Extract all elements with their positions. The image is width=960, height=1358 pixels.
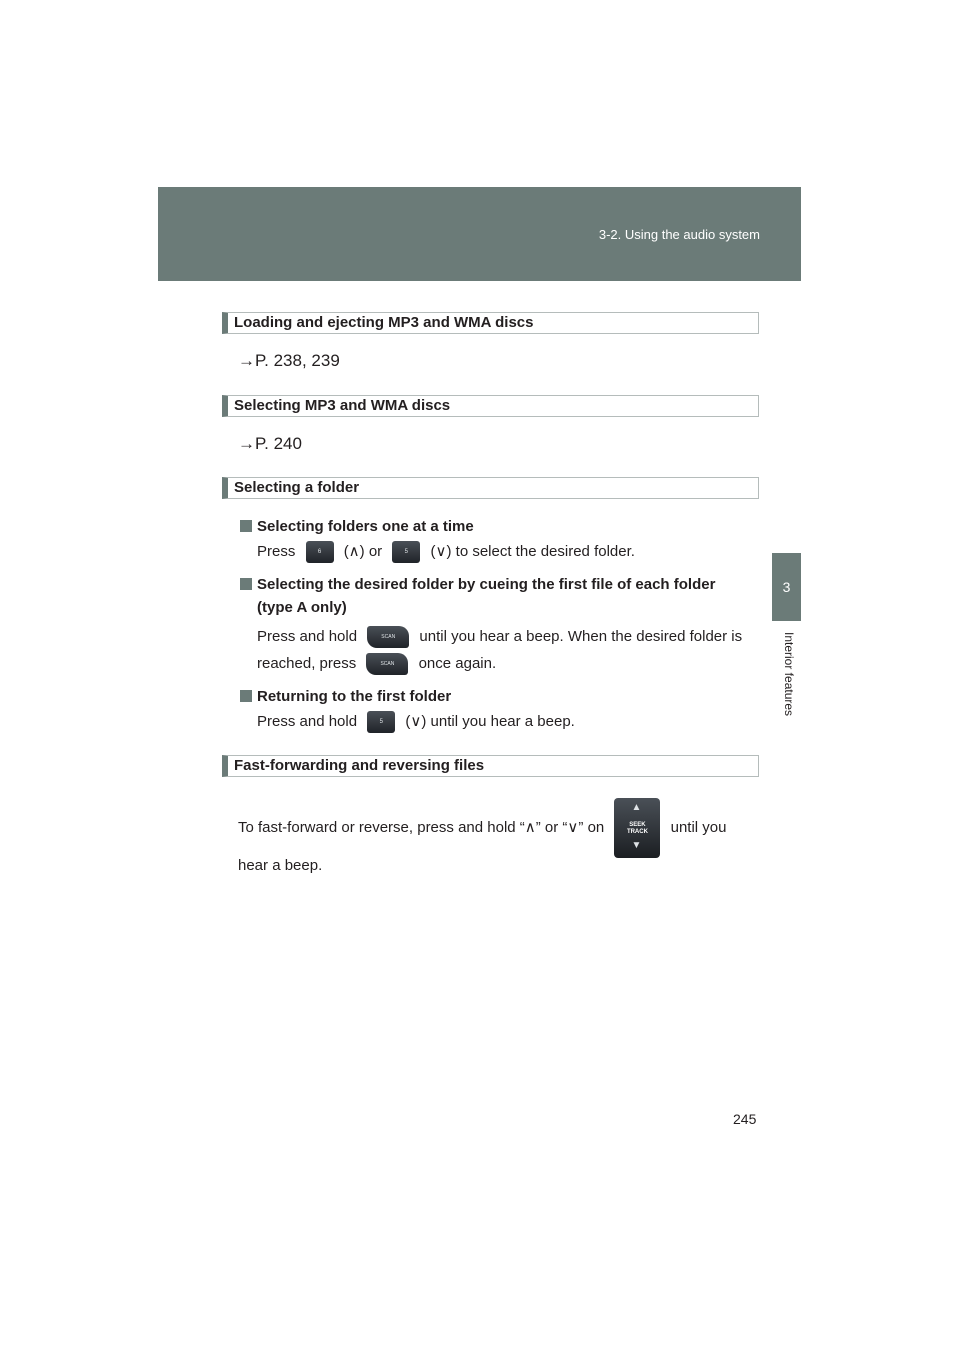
bullet-title-text: Selecting folders one at a time bbox=[257, 518, 474, 535]
instruction-text: To fast-forward or reverse, press and hold “∧” or “∨” on bbox=[238, 818, 605, 836]
square-bullet-icon bbox=[240, 578, 252, 590]
page-reference: →P. 238, 239 bbox=[238, 351, 340, 370]
instruction-line bbox=[257, 541, 635, 563]
instruction-line bbox=[257, 626, 742, 648]
chapter-label: Interior features bbox=[782, 632, 796, 717]
section-heading-fast bbox=[222, 755, 759, 777]
instruction-text: (∧) or bbox=[343, 542, 383, 560]
chevron-up-icon: ▲ bbox=[631, 802, 642, 813]
instruction-text: until you bbox=[670, 818, 727, 836]
square-bullet-icon bbox=[240, 520, 252, 532]
preset-5-button-icon: 5 bbox=[367, 711, 395, 733]
instruction-text: (∨) to select the desired folder. bbox=[430, 542, 635, 560]
bullet-first-folder bbox=[240, 688, 451, 705]
seek-track-label bbox=[614, 822, 660, 836]
instruction-text: Press and hold bbox=[257, 627, 358, 645]
instruction-line bbox=[257, 711, 575, 733]
instruction-text: Press and hold bbox=[257, 712, 358, 730]
instruction-text: reached, press bbox=[257, 654, 357, 672]
section-title: 3-2. Using the audio system bbox=[598, 227, 760, 242]
instruction-text: Press bbox=[257, 542, 296, 560]
section-heading-text: Fast-forwarding and reversing files bbox=[234, 757, 485, 774]
section-heading-folder bbox=[222, 477, 759, 499]
section-heading-text: Loading and ejecting MP3 and WMA discs bbox=[234, 314, 534, 331]
header-band bbox=[158, 187, 801, 281]
instruction-line: hear a beep. bbox=[238, 857, 323, 874]
scan-button-icon: SCAN bbox=[366, 653, 408, 675]
preset-6-button-icon: 6 bbox=[306, 541, 334, 563]
instruction-text: once again. bbox=[418, 654, 497, 672]
instruction-text: (∨) until you hear a beep. bbox=[405, 712, 575, 730]
bullet-one-at-a-time bbox=[240, 518, 474, 535]
bullet-title-text: Selecting the desired folder by cueing the first file of each folder bbox=[257, 576, 716, 593]
page-number: 245 bbox=[733, 1111, 757, 1127]
bullet-title-continued: (type A only) bbox=[257, 599, 347, 616]
chapter-tab: 3 bbox=[772, 553, 801, 621]
bullet-cueing bbox=[240, 576, 715, 593]
section-heading-loading bbox=[222, 312, 759, 334]
section-heading-selecting bbox=[222, 395, 759, 417]
section-heading-text: Selecting a folder bbox=[234, 479, 360, 496]
section-heading-text: Selecting MP3 and WMA discs bbox=[234, 397, 451, 414]
square-bullet-icon bbox=[240, 690, 252, 702]
page-reference: →P. 240 bbox=[238, 434, 302, 453]
scan-button-icon: SCAN bbox=[367, 626, 409, 648]
instruction-text: until you hear a beep. When the desired folder is bbox=[419, 627, 743, 645]
track-label: TRACK bbox=[626, 829, 648, 835]
chevron-down-icon: ▼ bbox=[631, 840, 642, 851]
instruction-line bbox=[257, 653, 496, 675]
seek-track-switch-icon bbox=[614, 798, 660, 858]
preset-5-button-icon: 5 bbox=[392, 541, 420, 563]
bullet-title-text: Returning to the first folder bbox=[257, 688, 452, 705]
seek-label: SEEK bbox=[629, 822, 646, 828]
instruction-line bbox=[238, 798, 726, 858]
